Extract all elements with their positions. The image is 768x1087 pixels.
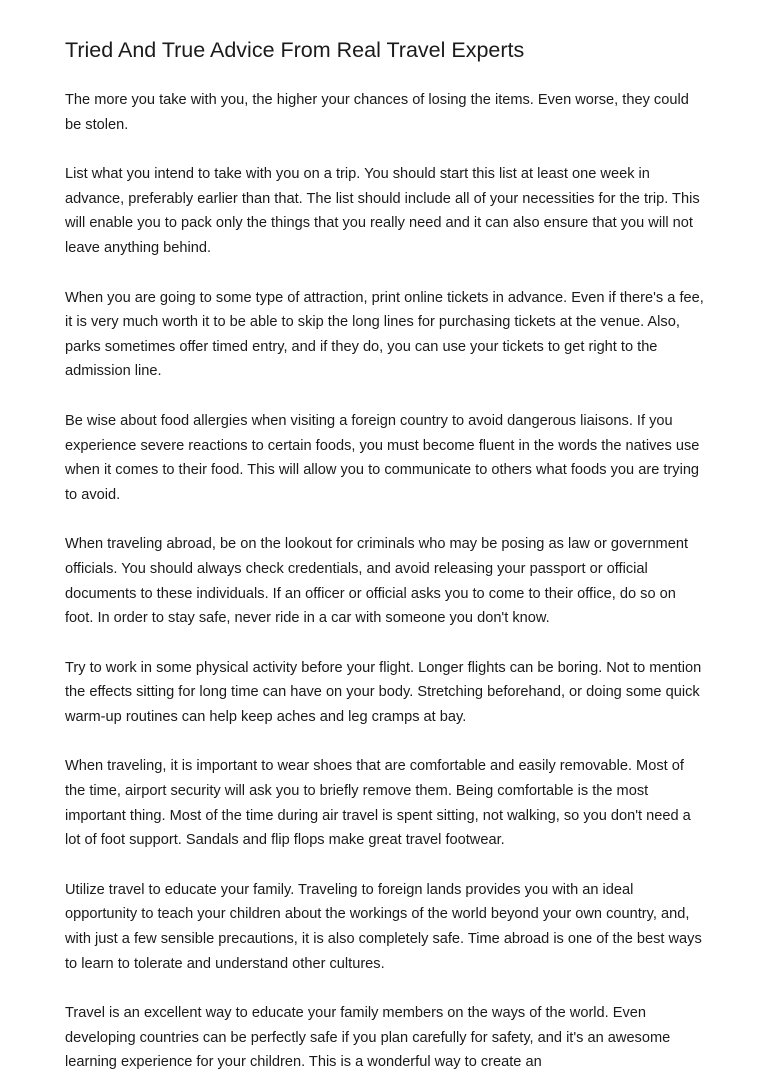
paragraph-packing-list: List what you intend to take with you on a trip. You should start this list at least one week in advance, preferably earlier than that. The list should include all of your necessities for the trip. This will enable you to pack only the things that you really need and it can also ensure that you will not leave anything behind. [65,166,700,256]
document-title: Tried And True Advice From Real Travel Experts [65,38,525,62]
paragraph-travel-education: Travel is an excellent way to educate your family members on the ways of the world. Even developing countries can be perfectly safe if you plan carefully for safety, and it's an awesome learning experience for your children. This is a wonderful way to create an [65,1005,671,1071]
paragraph-luggage: The more you take with you, the higher your chances of losing the items. Even worse, they could be stolen. [65,92,689,133]
paragraph-physical-activity: Try to work in some physical activity before your flight. Longer flights can be boring. Not to mention the effects sitting for long time can have on your body. Stretching beforehand, or doing some quick warm-up routines can help keep aches and leg cramps at bay. [65,659,702,725]
paragraph-online-tickets: When you are going to some type of attraction, print online tickets in advance. Even if there's a fee, it is very much worth it to be able to skip the long lines for purchasing tickets at the venue. Also, parks sometimes offer timed entry, and if they do, you can use your tickets to get right to the admission line. [65,289,704,380]
paragraph-educate-family: Utilize travel to educate your family. Traveling to foreign lands provides you with an ideal opportunity to teach your children about the workings of the world beyond your own country, and, with just a few sensible precautions, it is also completely safe. Time abroad is one of the best ways to learn to tolerate and understand other cultures. [65,881,702,972]
paragraph-food-allergies: Be wise about food allergies when visiting a foreign country to avoid dangerous liaisons. If you experience severe reactions to certain foods, you must become fluent in the words the natives use when it comes to their food. This will allow you to communicate to others what foods you are trying to avoid. [65,412,700,503]
paragraph-fake-officials: When traveling abroad, be on the lookout for criminals who may be posing as law or government officials. You should always check credentials, and avoid releasing your passport or official documents to these individuals. If an officer or official asks you to come to their office, do so on foot. In order to stay safe, never ride in a car with someone you don't know. [65,536,688,627]
paragraph-shoes: When traveling, it is important to wear shoes that are comfortable and easily removable. Most of the time, airport security will ask you to briefly remove them. Being comfortable is the most important thing. Most of the time during air travel is spent sitting, not walking, so you don't need a lot of foot support. Sandals and flip flops make great travel footwear. [65,758,691,849]
